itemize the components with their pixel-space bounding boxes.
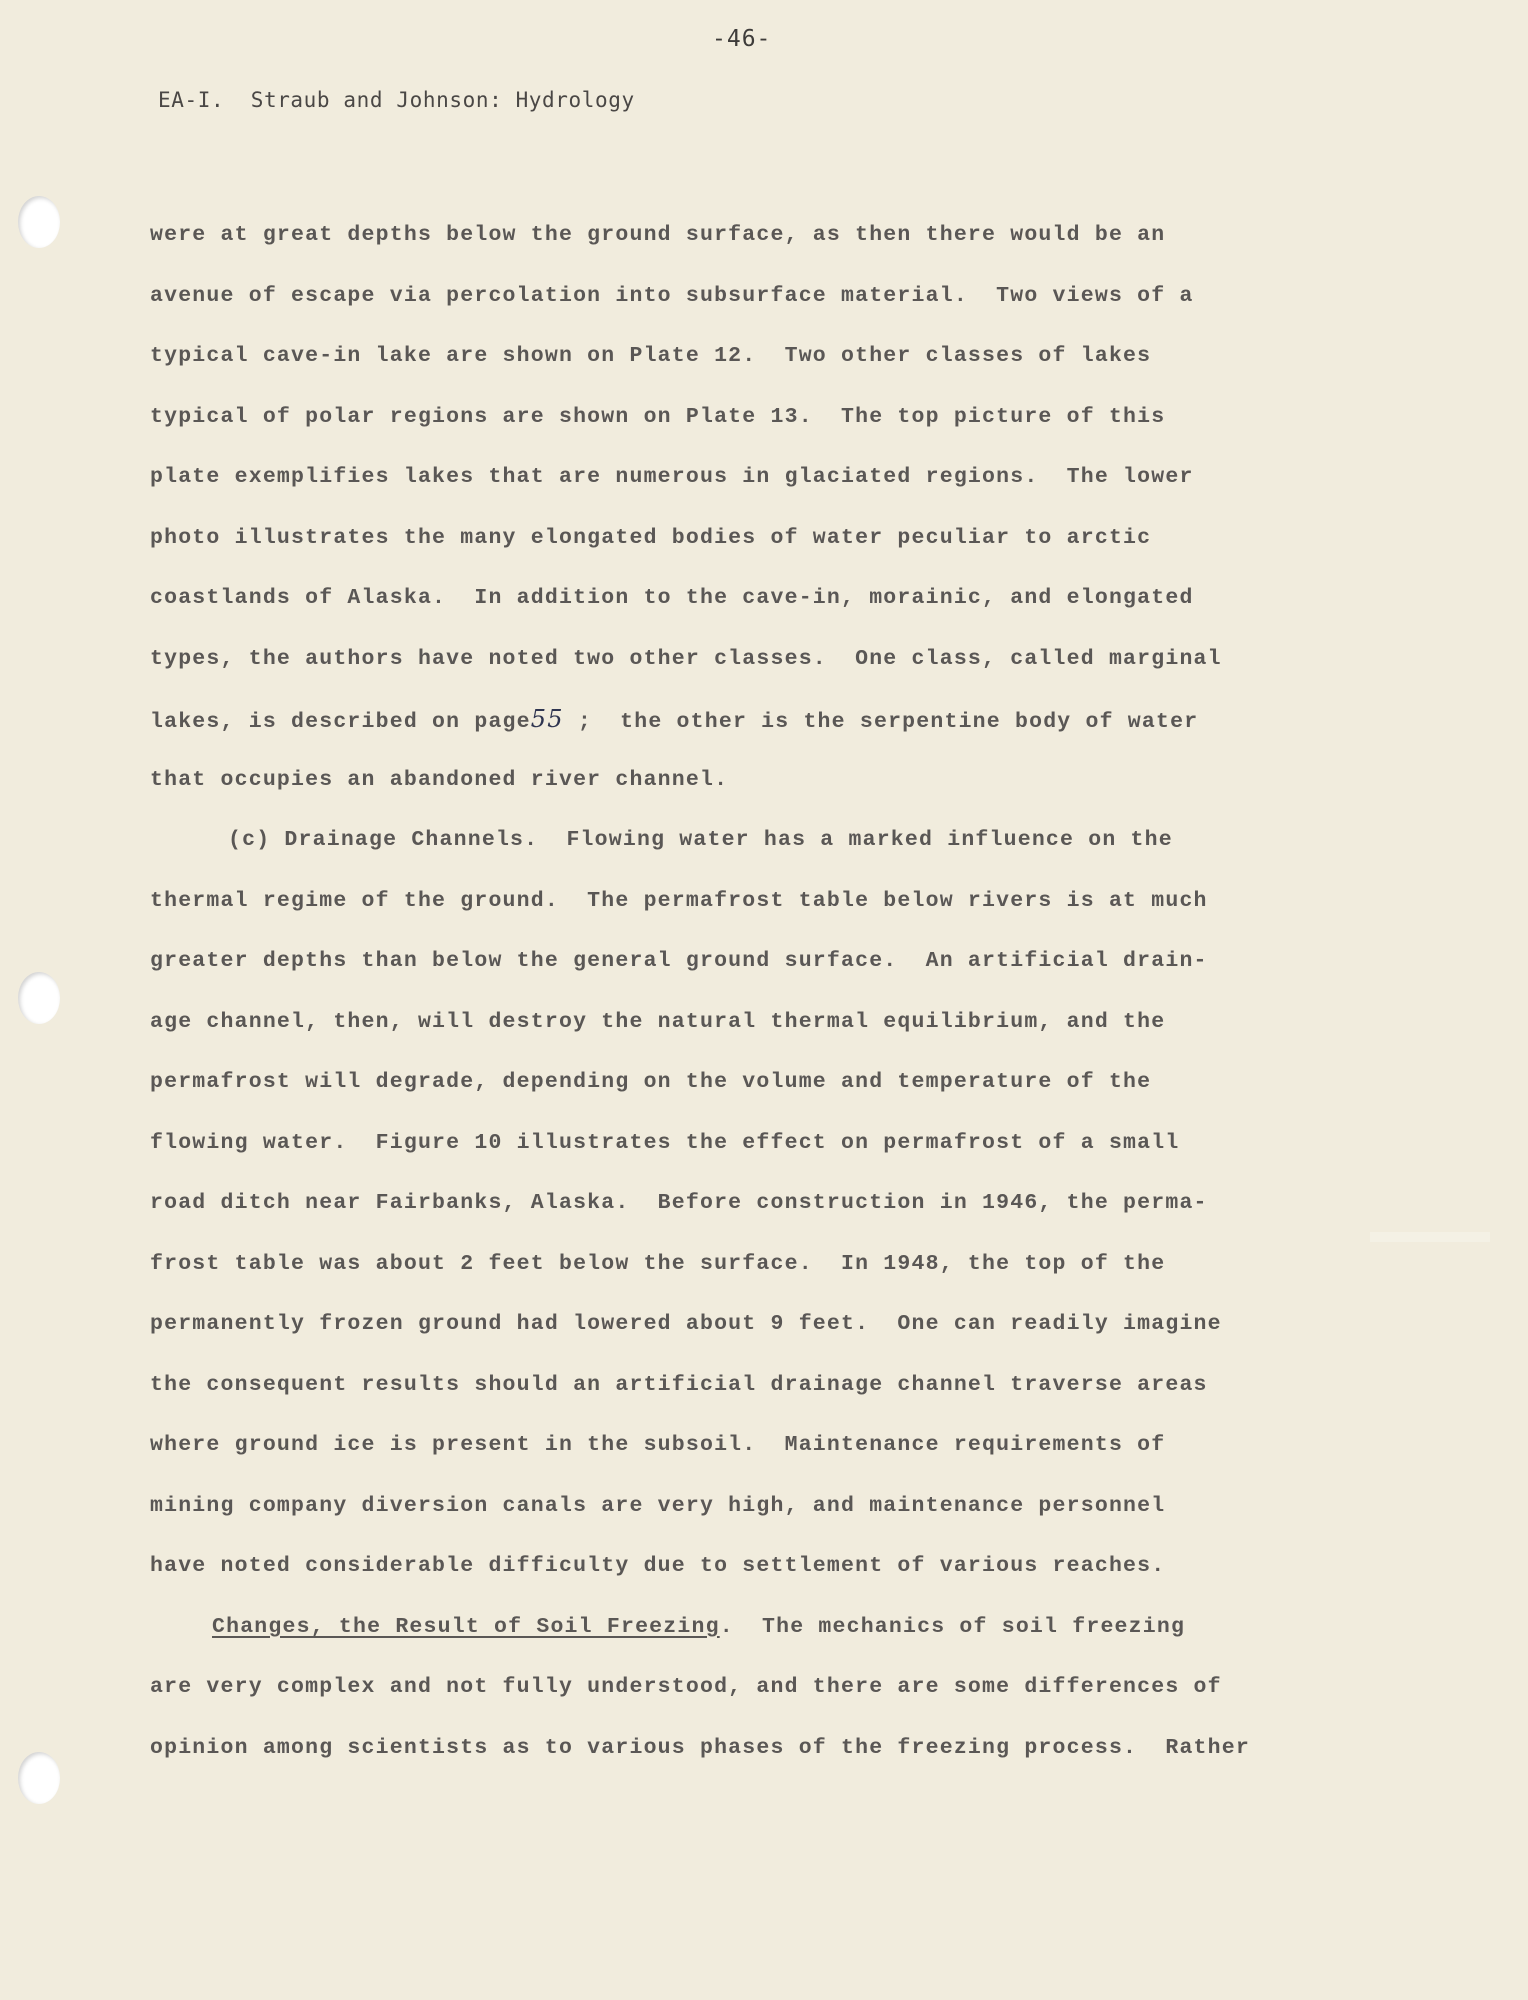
text-line: types, the authors have noted two other classes. One class, called marginal	[150, 646, 1222, 671]
page-number: -46-	[712, 26, 772, 52]
text-line: typical cave-in lake are shown on Plate 12. Two other classes of lakes	[150, 344, 1152, 368]
handwritten-page-ref: 55	[530, 705, 564, 733]
text-fragment: lakes, is described on page	[150, 710, 531, 734]
punch-hole-bottom	[18, 1752, 60, 1804]
running-head: EA-I. Straub and Johnson: Hydrology	[158, 88, 635, 112]
drainage-section-start	[150, 810, 1350, 871]
text-fragment: . The mechanics of soil freezing	[719, 1614, 1186, 1639]
text-line: coastlands of Alaska. In addition to the cave-in, morainic, and elongated	[150, 586, 1194, 610]
section-heading: Changes, the Result of Soil Freezing	[212, 1614, 720, 1639]
text-fragment: ; the other is the serpentine body of water	[563, 710, 1199, 734]
text-line: that occupies an abandoned river channel.	[150, 767, 729, 792]
text-line: plate exemplifies lakes that are numerous in glaciated regions. The lower	[150, 465, 1194, 489]
text-line: typical of polar regions are shown on Plate 13. The top picture of this	[150, 404, 1166, 429]
text-line	[150, 689, 1350, 750]
text-line: greater depths than below the general ground surface. An artificial drain-	[150, 949, 1208, 973]
text-line: are very complex and not fully understood, and there are some differences of	[150, 1675, 1222, 1699]
text-line: opinion among scientists as to various phases of the freezing process. Rather	[150, 1735, 1250, 1760]
paper-mark	[1370, 1232, 1490, 1242]
text-line: the consequent results should an artificial drainage channel traverse areas	[150, 1372, 1208, 1397]
punch-hole-middle	[18, 972, 60, 1024]
changes-section-start	[150, 1597, 1350, 1658]
text-line: permanently frozen ground had lowered about 9 feet. One can readily imagine	[150, 1312, 1222, 1336]
section-label: (c)	[228, 828, 271, 852]
text-line: have noted considerable difficulty due to settlement of various reaches.	[150, 1554, 1166, 1578]
text-line: thermal regime of the ground. The permafrost table below rivers is at much	[150, 888, 1208, 913]
text-line: flowing water. Figure 10 illustrates the effect on permafrost of a small	[150, 1130, 1180, 1155]
text-line: were at great depths below the ground surface, as then there would be an	[150, 223, 1166, 247]
text-line: where ground ice is present in the subsoil. Maintenance requirements of	[150, 1433, 1166, 1457]
text-line: road ditch near Fairbanks, Alaska. Before construction in 1946, the perma-	[150, 1191, 1208, 1215]
text-line: photo illustrates the many elongated bodies of water peculiar to arctic	[150, 525, 1152, 550]
text-line: avenue of escape via percolation into subsurface material. Two views of a	[150, 283, 1194, 308]
text-line: age channel, then, will destroy the natural thermal equilibrium, and the	[150, 1009, 1166, 1034]
text-line: frost table was about 2 feet below the surface. In 1948, the top of the	[150, 1251, 1166, 1276]
text-line: permafrost will degrade, depending on the volume and temperature of the	[150, 1070, 1152, 1094]
text-fragment: Drainage Channels. Flowing water has a marked influence on the	[270, 828, 1173, 852]
punch-hole-top	[18, 196, 60, 248]
text-line: mining company diversion canals are very high, and maintenance personnel	[150, 1493, 1166, 1518]
body-text	[150, 205, 1350, 1778]
